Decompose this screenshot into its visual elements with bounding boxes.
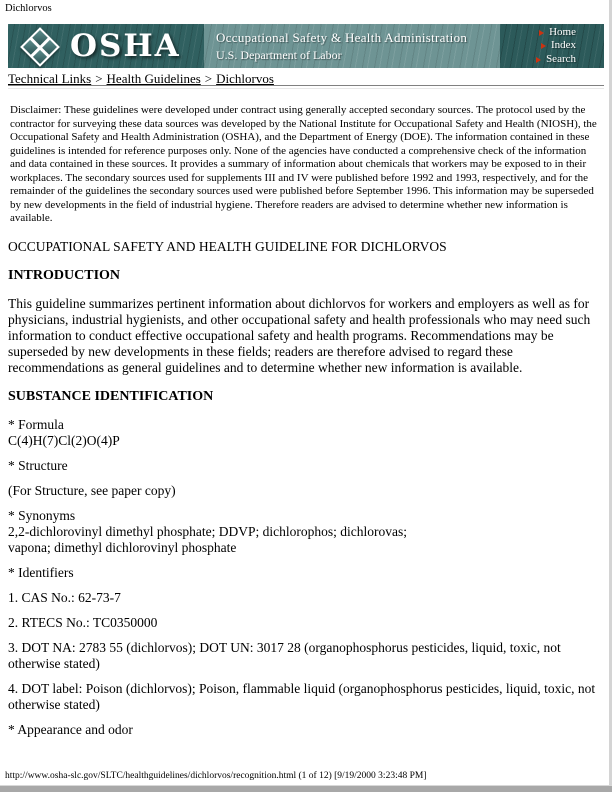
synonyms-line-1: 2,2-dichlorovinyl dimethyl phosphate; DDVP; dichlorophos; dichlorovas; [8,523,407,539]
formula-value: C(4)H(7)Cl(2)O(4)P [8,432,120,448]
nav-search-label: Search [546,52,576,65]
breadcrumb-separator: > [204,71,213,86]
osha-logo-icon [20,27,58,65]
agency-name-text: Occupational Safety & Health Administration [216,30,468,45]
breadcrumb-link-health-guidelines[interactable]: Health Guidelines [106,71,201,86]
diamond-icon [20,27,60,67]
structure-label: * Structure [8,457,68,473]
banner-brand-section [8,24,204,68]
osha-banner [8,24,604,68]
nav-index-label: Index [550,39,576,52]
nav-index-link[interactable] [541,39,576,53]
rtecs-number: 2. RTECS No.: TC0350000 [8,614,158,630]
dot-na: 3. DOT NA: 2783 55 (dichlorvos); DOT UN: 3017 28 (organophosphorus pesticides, liquid, toxic, not otherwise stated) [8,639,561,671]
red-arrow-icon [539,30,544,36]
formula-label: * Formula [8,416,64,432]
window-edge-bottom [0,785,612,792]
appearance-odor-label: * Appearance and odor [8,721,133,737]
nav-search-link[interactable] [536,53,576,67]
dot-label: 4. DOT label: Poison (dichlorvos); Poison, flammable liquid (organophosphorus pesticides, liquid, toxic, not otherwise stated) [8,680,596,712]
osha-wordmark: OSHA [70,28,181,64]
introduction-heading: INTRODUCTION [8,267,121,283]
guideline-title: OCCUPATIONAL SAFETY AND HEALTH GUIDELINE FOR DICHLORVOS [8,238,447,254]
banner-agency-section [204,24,500,68]
red-arrow-icon [536,57,541,63]
print-footer-url: http://www.osha-slc.gov/SLTC/healthguidelines/dichlorvos/recognition.html (1 of 12) [9/19/2000 3:23:48 PM] [5,771,427,781]
print-page-title: Dichlorvos [5,3,52,14]
red-arrow-icon [541,43,546,49]
cas-number: 1. CAS No.: 62-73-7 [8,589,121,605]
introduction-paragraph: This guideline summarizes pertinent information about dichlorvos for workers and employers as well as for physicians, industrial hygienists, and other occupational safety and health professionals who may need such information to conduct effective occupational safety and health programs. Recommendations may be superseded by new developments in these fields; readers are therefore advised to regard these recommendations as general guidelines and to determine whether new information is available. [8,295,591,375]
nav-home-link[interactable] [539,26,576,40]
synonyms-label: * Synonyms [8,507,76,523]
document-content [8,100,602,738]
substance-identification-heading: SUBSTANCE IDENTIFICATION [8,388,214,404]
synonyms-line-2: vapona; dimethyl dichlorovinyl phosphate [8,539,237,555]
structure-value: (For Structure, see paper copy) [8,482,176,498]
agency-dept-text: U.S. Department of Labor [216,48,342,62]
synonyms-block [8,508,602,556]
breadcrumb-separator: > [95,71,103,86]
banner-nav [500,24,604,68]
breadcrumb-link-technical-links[interactable]: Technical Links [8,71,92,86]
formula-block [8,417,602,449]
breadcrumb-link-dichlorvos[interactable]: Dichlorvos [216,71,274,86]
divider-rule [8,85,604,89]
disclaimer-paragraph: Disclaimer: These guidelines were developed under contract using generally accepted secondary sources. The protocol used by the contractor for surveying these data sources was developed by the National Institute for Occupational Safety and Health (NIOSH), the Occupational Safety and Health Administration (OSHA), and the Department of Energy (DOE). The information contained in these guidelines is intended for reference purposes only. None of the agencies have conducted a comprehensive check of the information and data contained in these sources. It provides a summary of information about chemicals that workers may be exposed to in their workplaces. The secondary sources used for supplements III and IV were published before 1992 and 1993, respectively, and for the remainder of the guidelines the secondary sources used were published before September 1996. This information may be superseded by new developments in the field of industrial hygiene. Therefore readers are advised to determine whether new information is available. [10,104,597,224]
identifiers-label: * Identifiers [8,564,74,580]
nav-home-label: Home [549,25,576,38]
